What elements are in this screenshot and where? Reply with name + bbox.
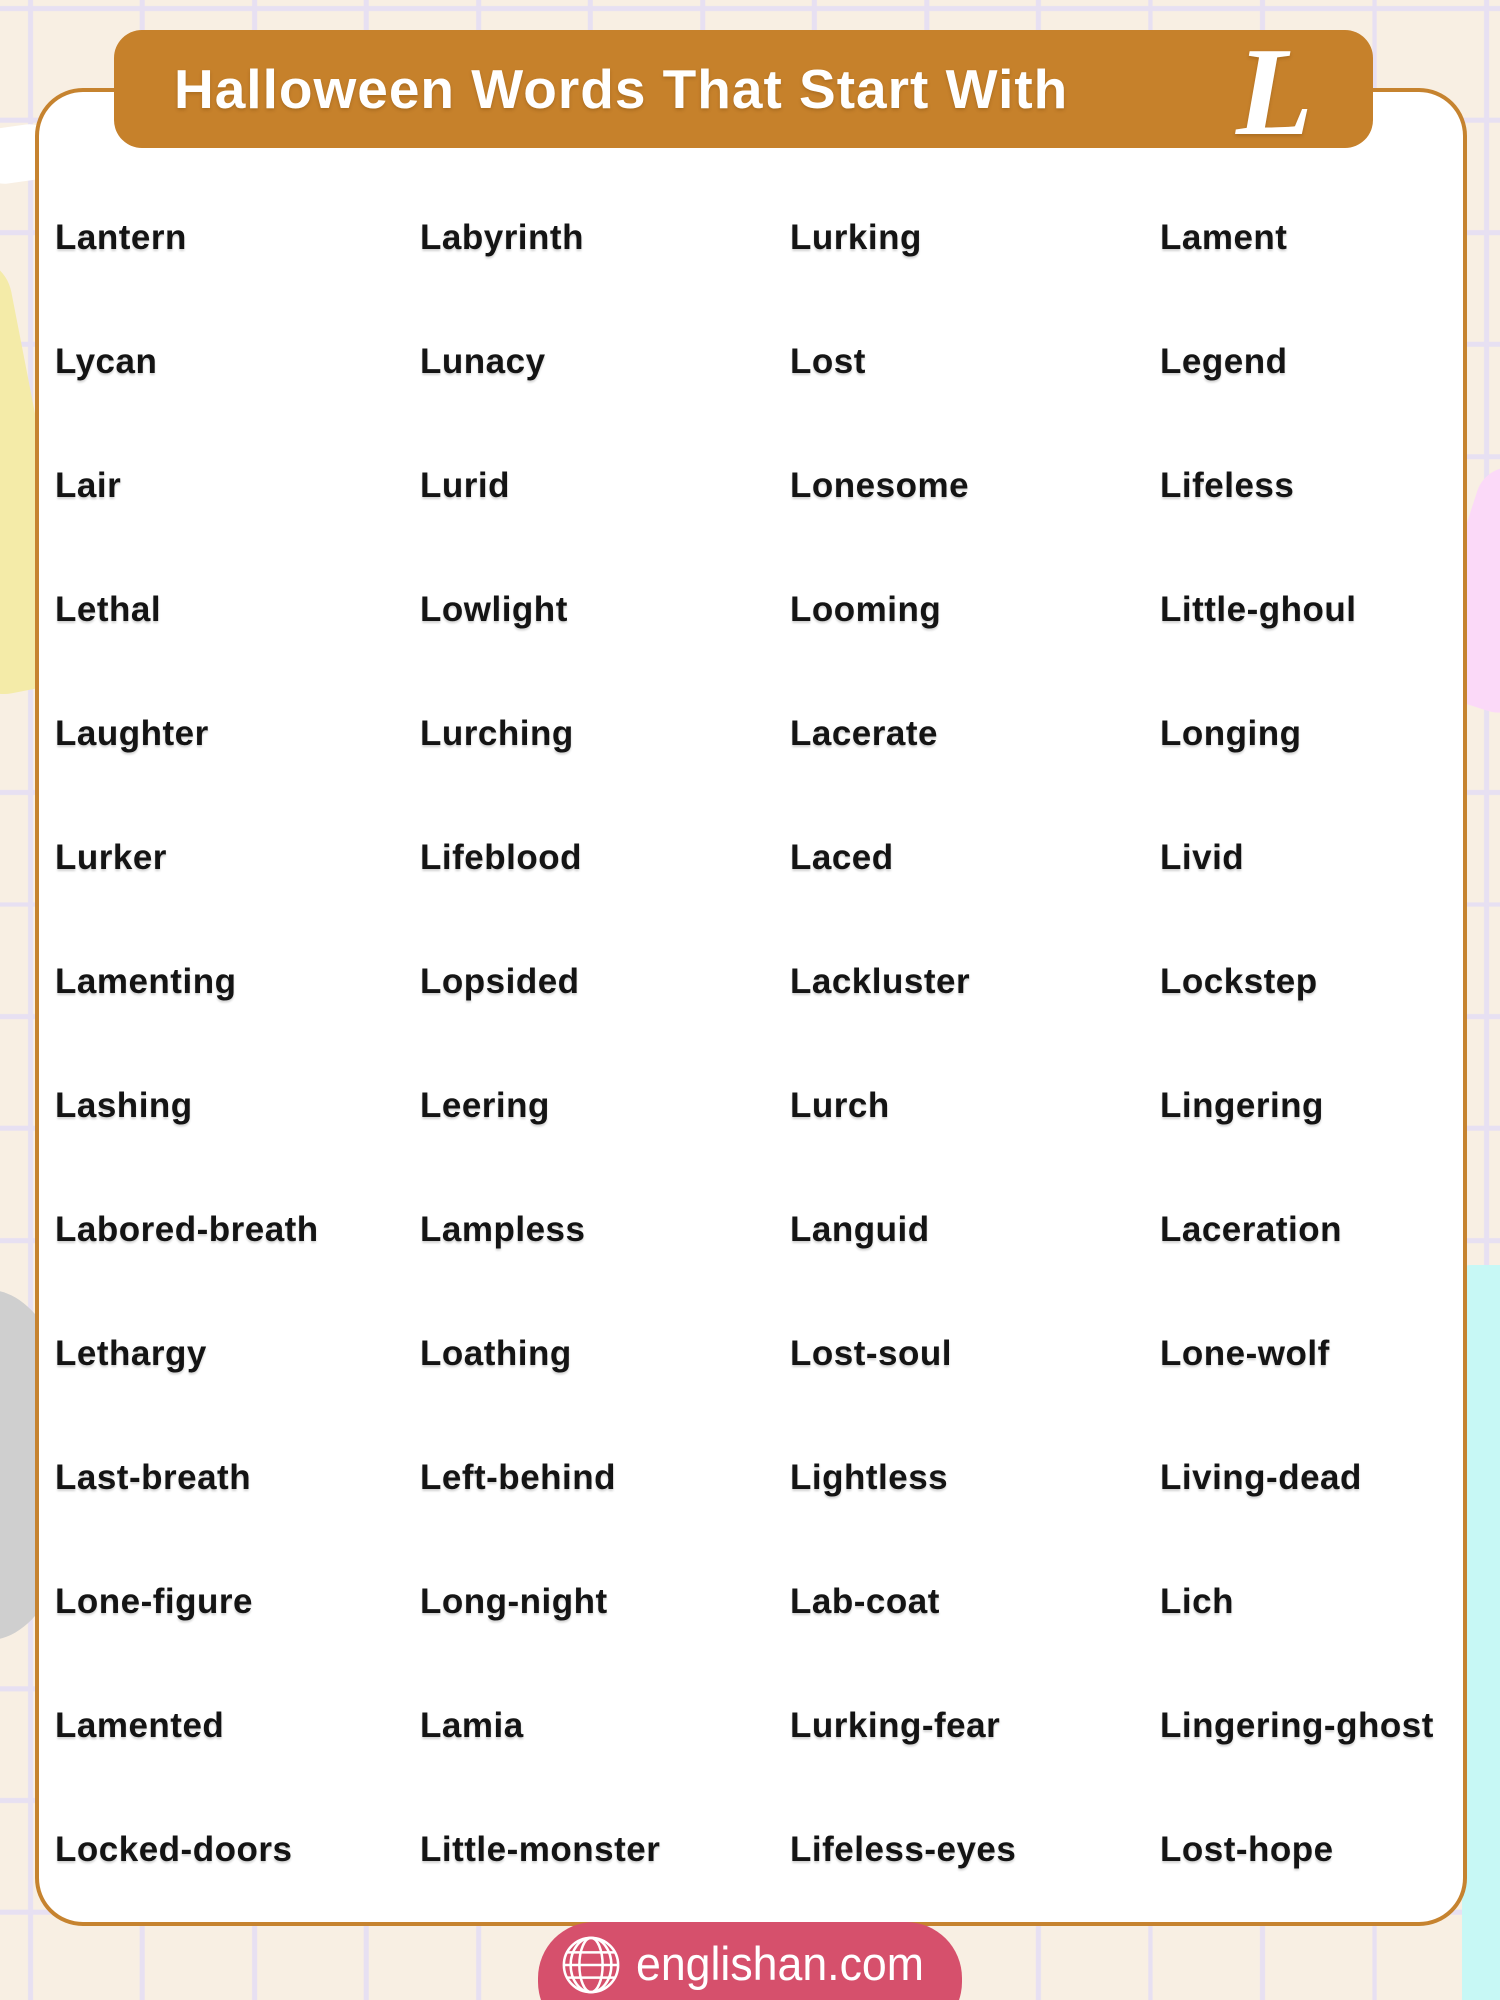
word: Lonesome [790,466,970,505]
word: Leering [420,1086,550,1125]
word: Lair [55,466,122,505]
word: Lingering [1160,1086,1324,1125]
site-badge [538,1922,962,2000]
word: Lurker [55,838,167,877]
word: Languid [790,1210,930,1249]
word: Living-dead [1160,1458,1362,1497]
word: Livid [1160,838,1245,877]
word: Lifeblood [420,838,582,877]
word: Lab-coat [790,1582,940,1621]
word: Laceration [1160,1210,1342,1249]
featured-letter: L [1236,23,1313,162]
word: Little-monster [420,1830,661,1869]
word: Lopsided [420,962,580,1001]
word: Long-night [420,1582,608,1621]
word: Lamented [55,1706,225,1745]
word-column-3 [790,176,1160,1912]
word: Lunacy [420,342,546,381]
word: Lacerate [790,714,938,753]
word: Lamia [420,1706,524,1745]
word: Lifeless [1160,466,1295,505]
word-grid [55,176,1455,1912]
word: Lifeless-eyes [790,1830,1017,1869]
word: Lost [790,342,866,381]
word: Lurching [420,714,574,753]
word: Labored-breath [55,1210,319,1249]
word: Laced [790,838,894,877]
word: Longing [1160,714,1302,753]
word: Left-behind [420,1458,617,1497]
word: Lurid [420,466,510,505]
word-column-1 [55,176,420,1912]
word: Lurking [790,218,922,257]
word: Lamenting [55,962,237,1001]
word: Lost-soul [790,1334,952,1373]
word: Lightless [790,1458,949,1497]
globe-icon [560,1934,622,1996]
title-banner [114,23,1373,162]
word: Lich [1160,1582,1234,1621]
word-column-2 [420,176,790,1912]
word: Lockstep [1160,962,1318,1001]
word: Lethal [55,590,162,629]
word: Locked-doors [55,1830,293,1869]
word: Lowlight [420,590,568,629]
word: Lycan [55,342,158,381]
word: Lantern [55,218,187,257]
word: Last-breath [55,1458,252,1497]
word: Little-ghoul [1160,590,1357,629]
word-column-4 [1160,176,1455,1912]
word: Lethargy [55,1334,207,1373]
word: Lashing [55,1086,193,1125]
word: Lone-figure [55,1582,253,1621]
page-title: Halloween Words That Start With [174,58,1069,120]
word: Lost-hope [1160,1830,1334,1869]
word: Lurch [790,1086,890,1125]
word: Legend [1160,342,1288,381]
word: Lackluster [790,962,971,1001]
word: Lurking-fear [790,1706,1001,1745]
word: Laughter [55,714,209,753]
word: Lampless [420,1210,586,1249]
word: Lone-wolf [1160,1334,1330,1373]
word: Labyrinth [420,218,584,257]
word: Lingering-ghost [1160,1706,1434,1745]
decorative-blob-cyan [1462,1265,1500,2000]
site-name: englishan.com [636,1937,925,1990]
word: Loathing [420,1334,572,1373]
word: Looming [790,590,942,629]
word: Lament [1160,218,1288,257]
